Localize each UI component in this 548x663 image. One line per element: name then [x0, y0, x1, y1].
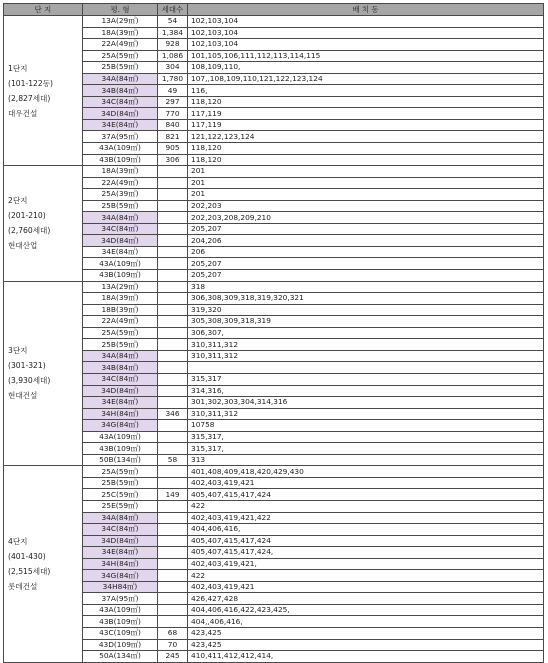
- blocks-cell: 310,311,312: [188, 350, 544, 362]
- count-cell: [158, 235, 188, 247]
- type-cell: 22A(49㎡): [83, 316, 158, 328]
- count-cell: [158, 304, 188, 316]
- blocks-cell: 205,207: [188, 270, 544, 282]
- type-cell: 25C(59㎡): [83, 489, 158, 501]
- type-cell: 50A(134㎡): [83, 651, 158, 663]
- group-cell: [4, 166, 83, 281]
- blocks-cell: 118,120: [188, 154, 544, 166]
- table-body: [4, 16, 544, 663]
- count-cell: 306: [158, 154, 188, 166]
- count-cell: [158, 558, 188, 570]
- table-row: [4, 177, 544, 189]
- blocks-cell: 315,317: [188, 373, 544, 385]
- group-line: (3,930세대): [8, 376, 51, 386]
- group-line: 1단지: [8, 63, 28, 73]
- blocks-cell: 402,403,419,421: [188, 581, 544, 593]
- count-cell: 68: [158, 627, 188, 639]
- group-line: (301-321): [8, 361, 46, 371]
- header-count: 세대수: [158, 4, 188, 16]
- blocks-cell: 205,207: [188, 223, 544, 235]
- table-row: [4, 258, 544, 270]
- table-row: [4, 108, 544, 120]
- count-cell: [158, 362, 188, 374]
- blocks-cell: 422: [188, 570, 544, 582]
- blocks-cell: 410,411,412,412,414,: [188, 651, 544, 663]
- table-row: [4, 154, 544, 166]
- count-cell: [158, 547, 188, 559]
- blocks-cell: 101,105,106,111,112,113,114,115: [188, 50, 544, 62]
- count-cell: [158, 512, 188, 524]
- blocks-cell: 310,311,312: [188, 339, 544, 351]
- blocks-cell: 310,311,312: [188, 408, 544, 420]
- count-cell: [158, 431, 188, 443]
- type-cell: 18A(39㎡): [83, 27, 158, 39]
- table-row: [4, 627, 544, 639]
- count-cell: 1,780: [158, 73, 188, 85]
- count-cell: [158, 604, 188, 616]
- type-cell: 43B(109㎡): [83, 443, 158, 455]
- blocks-cell: 313: [188, 454, 544, 466]
- table-row: [4, 593, 544, 605]
- blocks-cell: 116,: [188, 85, 544, 97]
- type-cell: 25B(59㎡): [83, 62, 158, 74]
- header-group: 단 지: [4, 4, 83, 16]
- type-cell: 25A(59㎡): [83, 50, 158, 62]
- table-row: [4, 512, 544, 524]
- type-cell: 43B(109㎡): [83, 154, 158, 166]
- count-cell: 70: [158, 639, 188, 651]
- blocks-cell: 108,109,110,: [188, 62, 544, 74]
- table-row: [4, 246, 544, 258]
- table-row: [4, 339, 544, 351]
- blocks-cell: 402,403,419,421,: [188, 558, 544, 570]
- table-row: [4, 281, 544, 293]
- group-line: (2,827세대): [8, 93, 51, 103]
- blocks-cell: 423,425: [188, 639, 544, 651]
- count-cell: [158, 327, 188, 339]
- count-cell: 1,384: [158, 27, 188, 39]
- table-row: [4, 570, 544, 582]
- table-row: [4, 558, 544, 570]
- blocks-cell: 107,,108,109,110,121,122,123,124: [188, 73, 544, 85]
- table-row: [4, 189, 544, 201]
- count-cell: [158, 443, 188, 455]
- blocks-cell: 202,203: [188, 200, 544, 212]
- blocks-cell: 404,406,416,422,423,425,: [188, 604, 544, 616]
- type-cell: 25A(59㎡): [83, 466, 158, 478]
- group-line: (101-122동): [8, 78, 53, 88]
- type-cell: 43D(109㎡): [83, 639, 158, 651]
- type-cell: 37A(95㎡): [83, 593, 158, 605]
- type-cell: 34H(84㎡): [83, 408, 158, 420]
- blocks-cell: 102,103,104: [188, 27, 544, 39]
- count-cell: [158, 246, 188, 258]
- count-cell: [158, 570, 188, 582]
- type-cell: 34H84㎡): [83, 581, 158, 593]
- type-cell: 37A(95㎡): [83, 131, 158, 143]
- count-cell: [158, 420, 188, 432]
- type-cell: 34A(84㎡): [83, 512, 158, 524]
- table-row: [4, 62, 544, 74]
- group-line: (201-210): [8, 211, 46, 221]
- count-cell: [158, 177, 188, 189]
- count-cell: 1,086: [158, 50, 188, 62]
- blocks-cell: 405,407,415,417,424,: [188, 547, 544, 559]
- type-cell: 22A(49㎡): [83, 39, 158, 51]
- table-row: [4, 316, 544, 328]
- type-cell: 22A(49㎡): [83, 177, 158, 189]
- type-cell: 43B(109㎡): [83, 270, 158, 282]
- table-row: [4, 397, 544, 409]
- count-cell: [158, 223, 188, 235]
- type-cell: 43B(109㎡): [83, 616, 158, 628]
- table-row: [4, 39, 544, 51]
- count-cell: 49: [158, 85, 188, 97]
- blocks-cell: 422: [188, 500, 544, 512]
- blocks-cell: 202,203,208,209,210: [188, 212, 544, 224]
- type-cell: 34E(84㎡): [83, 246, 158, 258]
- count-cell: [158, 397, 188, 409]
- count-cell: 840: [158, 119, 188, 131]
- group-line: (2,515세대): [8, 566, 51, 576]
- type-cell: 25E(59㎡): [83, 500, 158, 512]
- table-row: [4, 420, 544, 432]
- table-row: [4, 350, 544, 362]
- table-row: [4, 535, 544, 547]
- count-cell: [158, 350, 188, 362]
- blocks-cell: 315,317,: [188, 443, 544, 455]
- type-cell: 18A(39㎡): [83, 166, 158, 178]
- table-row: [4, 408, 544, 420]
- group-line: 4단지: [8, 536, 28, 546]
- blocks-cell: 201: [188, 189, 544, 201]
- group-line: (401-430): [8, 551, 46, 561]
- count-cell: 58: [158, 454, 188, 466]
- table-row: [4, 524, 544, 536]
- count-cell: 821: [158, 131, 188, 143]
- count-cell: [158, 166, 188, 178]
- count-cell: [158, 477, 188, 489]
- table-row: [4, 212, 544, 224]
- type-cell: 43A(109㎡): [83, 431, 158, 443]
- type-cell: 43A(109㎡): [83, 258, 158, 270]
- count-cell: [158, 500, 188, 512]
- type-cell: 34D(84㎡): [83, 235, 158, 247]
- type-cell: 34C(84㎡): [83, 373, 158, 385]
- table-row: [4, 327, 544, 339]
- type-cell: 34D(84㎡): [83, 385, 158, 397]
- type-cell: 34C(84㎡): [83, 524, 158, 536]
- blocks-cell: 426,427,428: [188, 593, 544, 605]
- count-cell: [158, 270, 188, 282]
- count-cell: 149: [158, 489, 188, 501]
- apartment-type-table: [3, 3, 544, 663]
- table-row: [4, 85, 544, 97]
- table-row: [4, 223, 544, 235]
- table-row: [4, 431, 544, 443]
- blocks-cell: 206: [188, 246, 544, 258]
- type-cell: 34H(84㎡): [83, 558, 158, 570]
- table-row: [4, 604, 544, 616]
- table-row: [4, 443, 544, 455]
- group-cell: [4, 16, 83, 166]
- group-cell: [4, 466, 83, 662]
- type-cell: 25B(59㎡): [83, 339, 158, 351]
- count-cell: 245: [158, 651, 188, 663]
- blocks-cell: 402,403,419,421,422: [188, 512, 544, 524]
- header-blocks: 배 치 동: [188, 4, 544, 16]
- count-cell: [158, 212, 188, 224]
- table-row: [4, 362, 544, 374]
- group-line: 롯데건설: [8, 581, 38, 591]
- table-row: [4, 270, 544, 282]
- group-line: 현대건설: [8, 391, 38, 401]
- header-type: 평. 형: [83, 4, 158, 16]
- blocks-cell: 401,408,409,418,420,429,430: [188, 466, 544, 478]
- type-cell: 34G(84㎡): [83, 420, 158, 432]
- type-cell: 34E(84㎡): [83, 119, 158, 131]
- type-cell: 34A(84㎡): [83, 212, 158, 224]
- count-cell: [158, 293, 188, 305]
- type-cell: 43C(109㎡): [83, 627, 158, 639]
- count-cell: [158, 581, 188, 593]
- table-row: [4, 166, 544, 178]
- table-row: [4, 581, 544, 593]
- blocks-cell: 306,307,: [188, 327, 544, 339]
- table-row: [4, 489, 544, 501]
- blocks-cell: 118,120: [188, 143, 544, 155]
- count-cell: [158, 316, 188, 328]
- count-cell: 346: [158, 408, 188, 420]
- type-cell: 25A(39㎡): [83, 189, 158, 201]
- count-cell: [158, 373, 188, 385]
- type-cell: 34B(84㎡): [83, 362, 158, 374]
- table-row: [4, 131, 544, 143]
- count-cell: [158, 535, 188, 547]
- type-cell: 34E(84㎡): [83, 397, 158, 409]
- count-cell: 304: [158, 62, 188, 74]
- table-row: [4, 547, 544, 559]
- blocks-cell: 306,308,309,318,319,320,321: [188, 293, 544, 305]
- blocks-cell: 405,407,415,417,424: [188, 535, 544, 547]
- type-cell: 34A(84㎡): [83, 73, 158, 85]
- type-cell: 13A(29㎡): [83, 16, 158, 28]
- group-line: 2단지: [8, 196, 28, 206]
- blocks-cell: 205,207: [188, 258, 544, 270]
- table-row: [4, 96, 544, 108]
- table-row: [4, 304, 544, 316]
- blocks-cell: 315,317,: [188, 431, 544, 443]
- blocks-cell: 402,403,419,421: [188, 477, 544, 489]
- type-cell: 13A(29㎡): [83, 281, 158, 293]
- table-row: [4, 16, 544, 28]
- type-cell: 18B(39㎡): [83, 304, 158, 316]
- blocks-cell: 121,122,123,124: [188, 131, 544, 143]
- group-line: 현대산업: [8, 241, 38, 251]
- type-cell: 34B(84㎡): [83, 85, 158, 97]
- table-row: [4, 235, 544, 247]
- blocks-cell: 201: [188, 177, 544, 189]
- count-cell: 770: [158, 108, 188, 120]
- blocks-cell: 117,119: [188, 108, 544, 120]
- group-line: 3단지: [8, 346, 28, 356]
- blocks-cell: 301,302,303,304,314,316: [188, 397, 544, 409]
- count-cell: [158, 200, 188, 212]
- count-cell: [158, 524, 188, 536]
- blocks-cell: 10758: [188, 420, 544, 432]
- blocks-cell: 405,407,415,417,424: [188, 489, 544, 501]
- count-cell: 54: [158, 16, 188, 28]
- blocks-cell: 404,,406,416,: [188, 616, 544, 628]
- type-cell: 34C(84㎡): [83, 96, 158, 108]
- blocks-cell: 423,425: [188, 627, 544, 639]
- blocks-cell: 319,320: [188, 304, 544, 316]
- table-row: [4, 454, 544, 466]
- count-cell: [158, 593, 188, 605]
- type-cell: 18A(39㎡): [83, 293, 158, 305]
- blocks-cell: 204,206: [188, 235, 544, 247]
- count-cell: 928: [158, 39, 188, 51]
- table-row: [4, 477, 544, 489]
- blocks-cell: 404,406,416,: [188, 524, 544, 536]
- table-row: [4, 616, 544, 628]
- group-line: (2,760세대): [8, 226, 51, 236]
- type-cell: 34D(84㎡): [83, 535, 158, 547]
- table-row: [4, 50, 544, 62]
- blocks-cell: 305,308,309,318,319: [188, 316, 544, 328]
- table-row: [4, 385, 544, 397]
- type-cell: 34D(84㎡): [83, 108, 158, 120]
- type-cell: 43A(109㎡): [83, 604, 158, 616]
- type-cell: 25B(59㎡): [83, 477, 158, 489]
- blocks-cell: 102,103,104: [188, 39, 544, 51]
- group-cell: [4, 281, 83, 466]
- type-cell: 43A(109㎡): [83, 143, 158, 155]
- count-cell: [158, 466, 188, 478]
- table-row: [4, 119, 544, 131]
- table-row: [4, 466, 544, 478]
- group-line: 대우건설: [8, 108, 38, 118]
- type-cell: 34G(84㎡): [83, 570, 158, 582]
- table-row: [4, 373, 544, 385]
- blocks-cell: 318: [188, 281, 544, 293]
- blocks-cell: 201: [188, 166, 544, 178]
- type-cell: 34A(84㎡): [83, 350, 158, 362]
- type-cell: 34C(84㎡): [83, 223, 158, 235]
- table-row: [4, 500, 544, 512]
- count-cell: [158, 616, 188, 628]
- table-row: [4, 200, 544, 212]
- blocks-cell: 314,316,: [188, 385, 544, 397]
- blocks-cell: 102,103,104: [188, 16, 544, 28]
- type-cell: 25B(59㎡): [83, 200, 158, 212]
- count-cell: 905: [158, 143, 188, 155]
- table-row: [4, 651, 544, 663]
- type-cell: 50B(134㎡): [83, 454, 158, 466]
- count-cell: [158, 258, 188, 270]
- table-row: [4, 639, 544, 651]
- header-row: [4, 4, 544, 16]
- blocks-cell: 118,120: [188, 96, 544, 108]
- table-row: [4, 143, 544, 155]
- blocks-cell: 117,119: [188, 119, 544, 131]
- type-cell: 25A(59㎡): [83, 327, 158, 339]
- blocks-cell: [188, 362, 544, 374]
- table-row: [4, 73, 544, 85]
- count-cell: 297: [158, 96, 188, 108]
- type-cell: 34E(84㎡): [83, 547, 158, 559]
- table-row: [4, 293, 544, 305]
- count-cell: [158, 281, 188, 293]
- count-cell: [158, 189, 188, 201]
- table-row: [4, 27, 544, 39]
- count-cell: [158, 339, 188, 351]
- count-cell: [158, 385, 188, 397]
